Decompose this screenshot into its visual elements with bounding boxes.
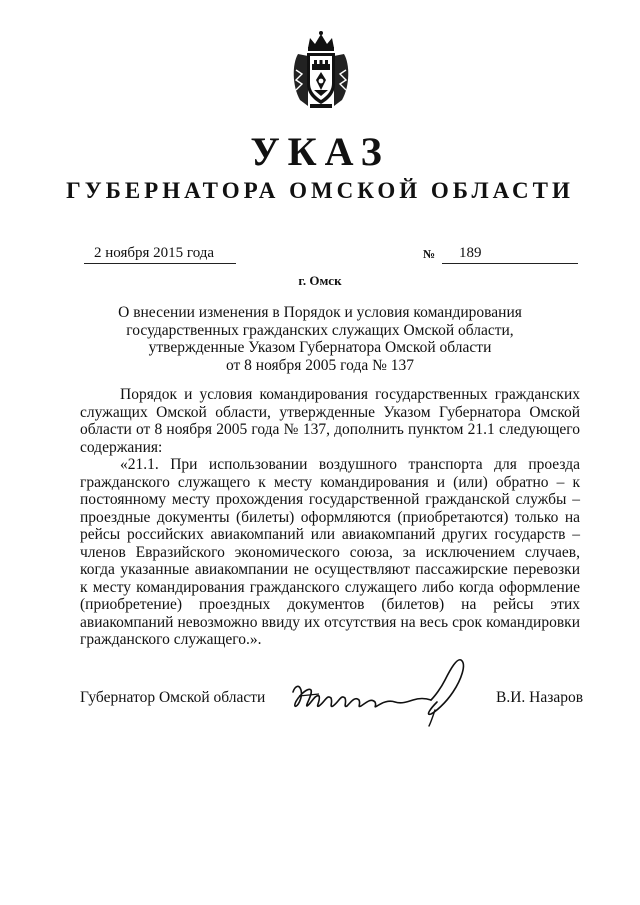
body-paragraph-quote: «21.1. При использовании воздушного транспорта для проезда гражданского служащего к месту командирования и (или) обратно – к постоянному месту прохождения государственной гражданской службы – проездные документы (билеты) оформляются (приобретаются) только на рейсы российских авиакомпаний или авиакомпаний других государств – членов Евразийского экономического союза, за исключением случаев, когда указанные авиакомпании не осуществляют пассажирские перевозки к месту командирования гражданского служащего либо когда оформление (приобретение) проездных документов (билетов) на рейсы этих авиакомпаний невозможно ввиду их отсутствия на весь срок командировки гражданского служащего.». xyxy=(80,456,580,648)
signatory-name: В.И. Назаров xyxy=(496,689,584,706)
decree-title: УКАЗ xyxy=(250,129,390,174)
coat-of-arms-icon xyxy=(290,30,352,110)
heading-line: утвержденные Указом Губернатора Омской области xyxy=(148,339,492,356)
decree-issuer: ГУБЕРНАТОРА ОМСКОЙ ОБЛАСТИ xyxy=(66,178,574,203)
number-underline xyxy=(442,263,578,264)
handwritten-signature-icon xyxy=(285,650,485,730)
date-underline xyxy=(84,263,236,264)
decree-date: 2 ноября 2015 года xyxy=(94,245,215,261)
heading-line: О внесении изменения в Порядок и условия командирования xyxy=(118,304,522,321)
decree-number: 189 xyxy=(459,245,482,261)
body-paragraph: Порядок и условия командирования государственных гражданских служащих Омской области, утвержденные Указом Губернатора Омской области от 8 ноября 2005 года № 137, дополнить пунктом 21.1 следующего содержания: xyxy=(80,386,580,456)
decree-body xyxy=(80,386,580,649)
heading-line: от 8 ноября 2005 года № 137 xyxy=(225,356,415,374)
signatory-position: Губернатор Омской области xyxy=(80,689,266,706)
number-sign: № xyxy=(423,247,436,261)
heading-line: государственных гражданских служащих Омской области, xyxy=(126,321,514,339)
decree-city: г. Омск xyxy=(298,273,342,288)
decree-heading xyxy=(80,304,560,374)
